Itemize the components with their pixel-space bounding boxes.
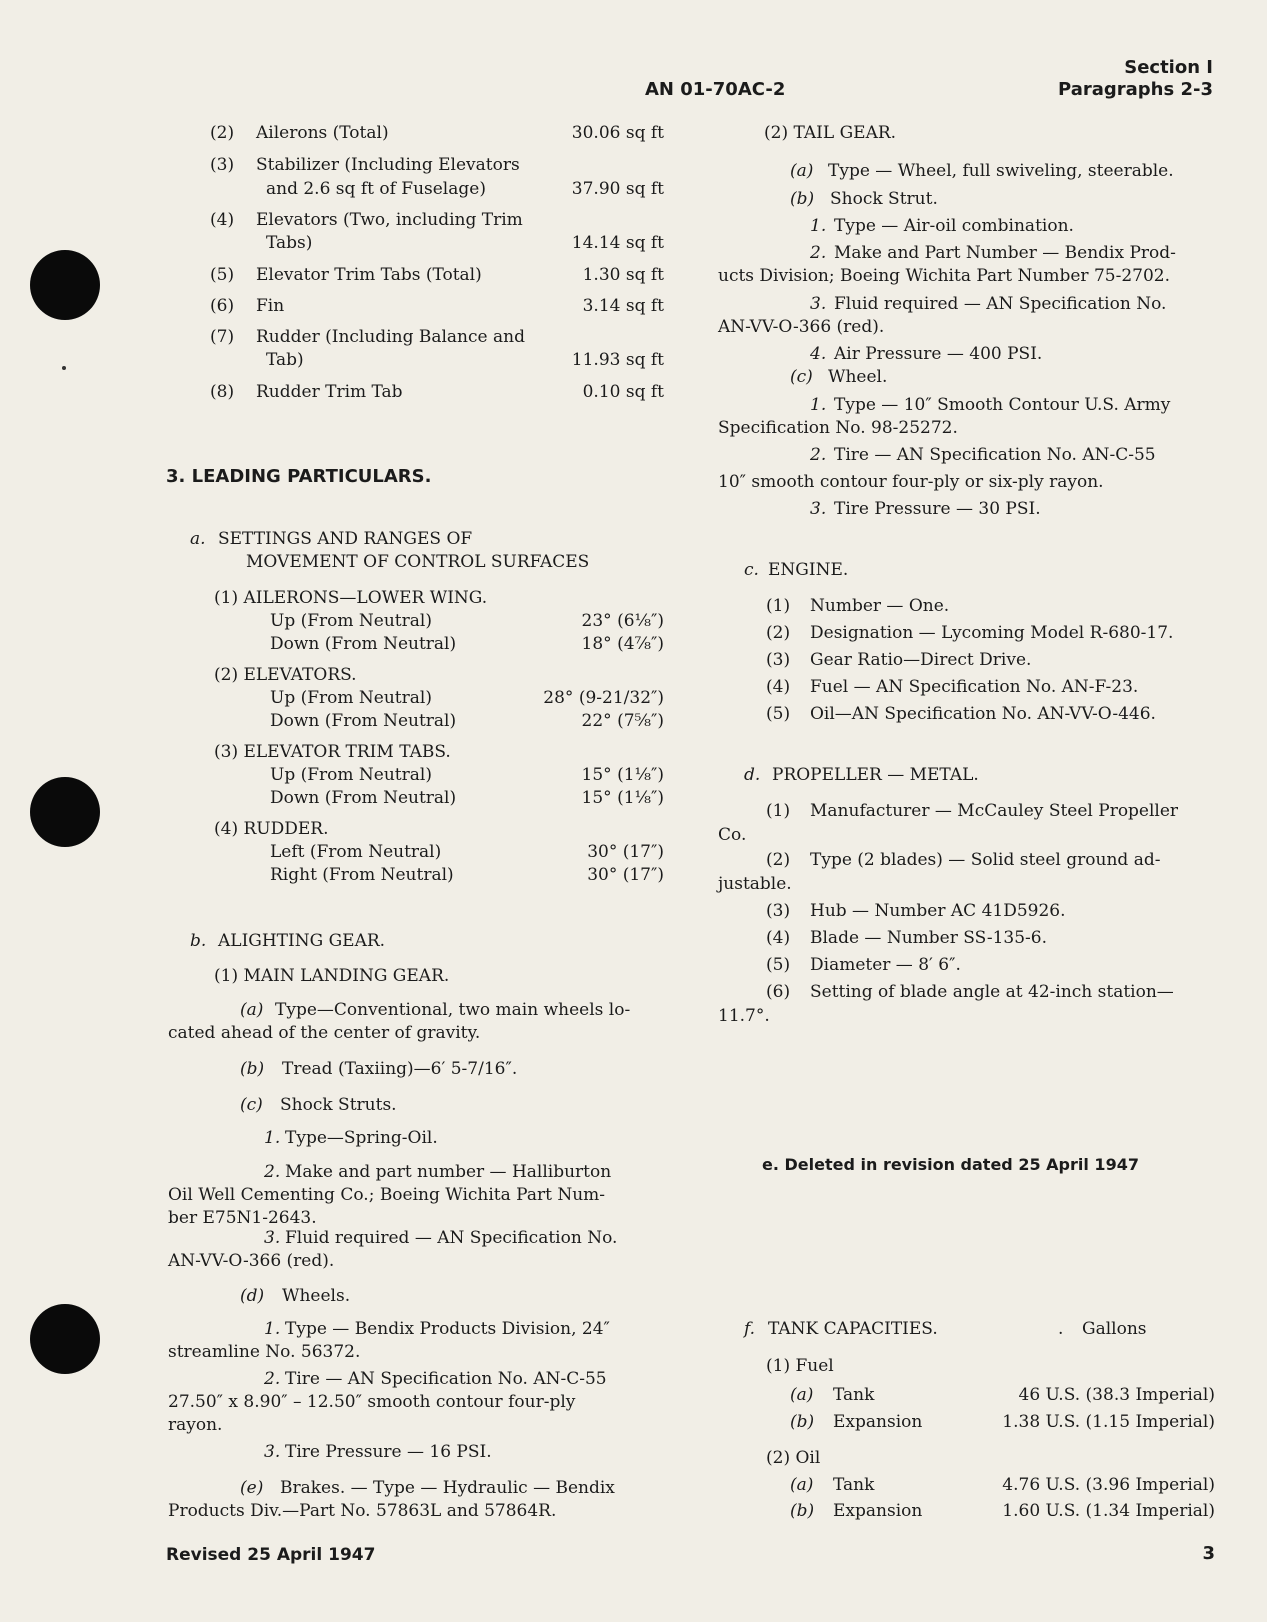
area-label: Rudder Trim Tab <box>256 382 403 402</box>
area-label: Stabilizer (Including Elevators <box>256 155 520 175</box>
movement-value: 18° (4⅞″) <box>581 634 664 654</box>
propeller-item-text: 11.7°. <box>718 1006 770 1026</box>
engine-item-num: (4) <box>766 677 791 697</box>
propeller-item-text: Diameter — 8′ 6″. <box>810 955 961 975</box>
speck <box>62 366 66 370</box>
area-label: Rudder (Including Balance and <box>256 327 525 347</box>
propeller-item-text: Co. <box>718 825 747 845</box>
paragraph-text: 27.50″ x 8.90″ – 12.50″ smooth contour four-ply <box>168 1392 576 1412</box>
area-label-cont: Tab) <box>266 350 304 370</box>
paragraph-text: Tire Pressure — 16 PSI. <box>285 1442 492 1462</box>
item-key: 2. <box>264 1369 281 1389</box>
subsection-title: ENGINE. <box>768 560 849 580</box>
item-key: (e) <box>240 1478 264 1498</box>
area-label-cont: Tabs) <box>266 233 313 253</box>
paragraph-text: Fluid required — AN Specification No. <box>285 1228 618 1248</box>
paragraph-text: Type — Wheel, full swiveling, steerable. <box>828 161 1174 181</box>
item-key: 3. <box>810 294 827 314</box>
movement-value: 30° (17″) <box>587 842 664 862</box>
propeller-item-text: Blade — Number SS-135-6. <box>810 928 1048 948</box>
paragraph-text: Type—Spring-Oil. <box>285 1128 438 1148</box>
area-value: 30.06 sq ft <box>571 123 664 143</box>
tank-label: Tank <box>833 1385 875 1405</box>
item-key: 3. <box>264 1442 281 1462</box>
paragraph-text: Tire — AN Specification No. AN-C-55 <box>834 445 1156 465</box>
movement-label: Down (From Neutral) <box>270 711 457 731</box>
item-key: (b) <box>240 1059 265 1079</box>
tank-label: Tank <box>833 1475 875 1495</box>
paragraph-text: ber E75N1-2643. <box>168 1208 317 1228</box>
revision-footer: Revised 25 April 1947 <box>166 1545 376 1565</box>
binder-hole-top <box>30 250 100 320</box>
paragraph-text: Tire Pressure — 30 PSI. <box>834 499 1041 519</box>
item-key: (a) <box>790 161 814 181</box>
item-key: 2. <box>810 445 827 465</box>
gear-title: (2) TAIL GEAR. <box>764 123 897 143</box>
page-number: 3 <box>1202 1543 1215 1564</box>
item-key: 3. <box>264 1228 281 1248</box>
deleted-note: e. Deleted in revision dated 25 April 1947 <box>762 1155 1139 1174</box>
paragraph-text: Type—Conventional, two main wheels lo- <box>275 1000 631 1020</box>
movement-value: 15° (1⅛″) <box>581 788 664 808</box>
paragraph-text: cated ahead of the center of gravity. <box>168 1023 481 1043</box>
subsection-title-cont: MOVEMENT OF CONTROL SURFACES <box>246 552 590 572</box>
engine-item-text: Gear Ratio—Direct Drive. <box>810 650 1032 670</box>
item-key: 3. <box>810 499 827 519</box>
propeller-item-text: Setting of blade angle at 42-inch station— <box>810 982 1174 1002</box>
subsection-title: PROPELLER — METAL. <box>772 765 979 785</box>
section-label: Section I <box>1124 57 1213 78</box>
item-key: (b) <box>790 189 815 209</box>
engine-item-text: Fuel — AN Specification No. AN-F-23. <box>810 677 1139 697</box>
item-key: (a) <box>240 1000 264 1020</box>
item-key: 4. <box>810 344 827 364</box>
control-surface-title: (4) RUDDER. <box>214 819 329 839</box>
movement-label: Up (From Neutral) <box>270 688 432 708</box>
movement-value: 28° (9-21/32″) <box>543 688 664 708</box>
propeller-item-num: (1) <box>766 801 791 821</box>
item-key: 1. <box>810 395 827 415</box>
binder-hole-middle <box>30 777 100 847</box>
paragraph-text: Wheel. <box>828 367 888 387</box>
propeller-item-text: Manufacturer — McCauley Steel Propeller <box>810 801 1179 821</box>
area-num: (8) <box>210 382 235 402</box>
engine-item-num: (1) <box>766 596 791 616</box>
engine-item-num: (2) <box>766 623 791 643</box>
area-label-cont: and 2.6 sq ft of Fuselage) <box>266 179 486 199</box>
movement-value: 22° (7⅝″) <box>581 711 664 731</box>
item-key: (c) <box>790 367 813 387</box>
paragraph-text: AN-VV-O-366 (red). <box>718 317 885 337</box>
item-key: 2. <box>264 1162 281 1182</box>
engine-item-text: Designation — Lycoming Model R-680-17. <box>810 623 1174 643</box>
binder-hole-bottom <box>30 1304 100 1374</box>
area-label: Ailerons (Total) <box>256 123 389 143</box>
tank-group-title: (1) Fuel <box>766 1356 834 1376</box>
propeller-item-text: justable. <box>718 874 792 894</box>
paragraph-text: Specification No. 98-25272. <box>718 418 958 438</box>
subsection-title: SETTINGS AND RANGES OF <box>218 529 473 549</box>
movement-label: Down (From Neutral) <box>270 788 457 808</box>
engine-item-text: Number — One. <box>810 596 950 616</box>
control-surface-title: (2) ELEVATORS. <box>214 665 357 685</box>
area-value: 3.14 sq ft <box>582 296 664 316</box>
subsection-letter: f. <box>744 1319 756 1339</box>
area-label: Elevator Trim Tabs (Total) <box>256 265 482 285</box>
subsection-title: TANK CAPACITIES. <box>768 1319 938 1339</box>
engine-item-num: (3) <box>766 650 791 670</box>
movement-label: Left (From Neutral) <box>270 842 442 862</box>
area-value: 1.30 sq ft <box>582 265 664 285</box>
area-value: 37.90 sq ft <box>571 179 664 199</box>
paragraph-text: Tread (Taxiing)—6′ 5-7/16″. <box>282 1059 518 1079</box>
engine-item-text: Oil—AN Specification No. AN-VV-O-446. <box>810 704 1156 724</box>
area-num: (7) <box>210 327 235 347</box>
tank-value: 4.76 U.S. (3.96 Imperial) <box>1002 1475 1215 1495</box>
item-key: 1. <box>810 216 827 236</box>
paragraph-text: Wheels. <box>282 1286 351 1306</box>
paragraph-text: Tire — AN Specification No. AN-C-55 <box>285 1369 607 1389</box>
subsection-letter: c. <box>744 560 759 580</box>
paragraph-text: AN-VV-O-366 (red). <box>168 1251 335 1271</box>
propeller-item-num: (3) <box>766 901 791 921</box>
paragraph-text: Type — 10″ Smooth Contour U.S. Army <box>834 395 1171 415</box>
subsection-letter: d. <box>744 765 761 785</box>
propeller-item-num: (5) <box>766 955 791 975</box>
paragraph-text: ucts Division; Boeing Wichita Part Number 75-2702. <box>718 266 1170 286</box>
subsection-title: ALIGHTING GEAR. <box>218 931 386 951</box>
subsection-letter: b. <box>190 931 207 951</box>
area-num: (6) <box>210 296 235 316</box>
propeller-item-text: Hub — Number AC 41D5926. <box>810 901 1066 921</box>
paragraph-text: streamline No. 56372. <box>168 1342 361 1362</box>
movement-value: 30° (17″) <box>587 865 664 885</box>
area-num: (5) <box>210 265 235 285</box>
propeller-item-num: (6) <box>766 982 791 1002</box>
paragraph-text: Oil Well Cementing Co.; Boeing Wichita Part Num- <box>168 1185 606 1205</box>
gear-title: (1) MAIN LANDING GEAR. <box>214 966 450 986</box>
tank-label: Expansion <box>833 1412 923 1432</box>
unit-label: Gallons <box>1082 1319 1147 1339</box>
paragraph-text: Brakes. — Type — Hydraulic — Bendix <box>280 1478 615 1498</box>
item-key: 1. <box>264 1128 281 1148</box>
tank-group-title: (2) Oil <box>766 1448 821 1468</box>
document-id: AN 01-70AC-2 <box>645 79 786 100</box>
movement-value: 23° (6⅛″) <box>581 611 664 631</box>
paragraph-text: Shock Struts. <box>280 1095 397 1115</box>
item-key: (b) <box>790 1501 815 1521</box>
subsection-letter: a. <box>190 529 206 549</box>
paragraph-text: Air Pressure — 400 PSI. <box>834 344 1043 364</box>
paragraph-text: Fluid required — AN Specification No. <box>834 294 1167 314</box>
area-value: 0.10 sq ft <box>582 382 664 402</box>
movement-label: Up (From Neutral) <box>270 611 432 631</box>
unit-marker: . <box>1058 1319 1064 1339</box>
paragraph-text: rayon. <box>168 1415 223 1435</box>
paragraph-text: Shock Strut. <box>830 189 938 209</box>
paragraph-text: Make and part number — Halliburton <box>285 1162 612 1182</box>
paragraph-text: Products Div.—Part No. 57863L and 57864R. <box>168 1501 557 1521</box>
movement-value: 15° (1⅛″) <box>581 765 664 785</box>
area-num: (4) <box>210 210 235 230</box>
area-label: Elevators (Two, including Trim <box>256 210 523 230</box>
paragraph-text: Type — Bendix Products Division, 24″ <box>285 1319 610 1339</box>
area-num: (2) <box>210 123 235 143</box>
area-label: Fin <box>256 296 285 316</box>
propeller-item-num: (2) <box>766 850 791 870</box>
tank-value: 46 U.S. (38.3 Imperial) <box>1018 1385 1215 1405</box>
movement-label: Right (From Neutral) <box>270 865 454 885</box>
tank-label: Expansion <box>833 1501 923 1521</box>
control-surface-title: (1) AILERONS—LOWER WING. <box>214 588 488 608</box>
item-key: 1. <box>264 1319 281 1339</box>
propeller-item-num: (4) <box>766 928 791 948</box>
area-value: 14.14 sq ft <box>571 233 664 253</box>
section-heading-leading-particulars: 3. LEADING PARTICULARS. <box>166 466 432 487</box>
paragraph-text: Type — Air-oil combination. <box>834 216 1074 236</box>
paragraphs-label: Paragraphs 2-3 <box>1058 79 1213 100</box>
area-num: (3) <box>210 155 235 175</box>
item-key: (b) <box>790 1412 815 1432</box>
control-surface-title: (3) ELEVATOR TRIM TABS. <box>214 742 451 762</box>
engine-item-num: (5) <box>766 704 791 724</box>
area-value: 11.93 sq ft <box>571 350 664 370</box>
movement-label: Down (From Neutral) <box>270 634 457 654</box>
propeller-item-text: Type (2 blades) — Solid steel ground ad- <box>810 850 1161 870</box>
tank-value: 1.38 U.S. (1.15 Imperial) <box>1002 1412 1215 1432</box>
item-key: (d) <box>240 1286 265 1306</box>
item-key: (c) <box>240 1095 263 1115</box>
tank-value: 1.60 U.S. (1.34 Imperial) <box>1002 1501 1215 1521</box>
movement-label: Up (From Neutral) <box>270 765 432 785</box>
item-key: (a) <box>790 1475 814 1495</box>
paragraph-text: 10″ smooth contour four-ply or six-ply rayon. <box>718 472 1104 492</box>
item-key: (a) <box>790 1385 814 1405</box>
item-key: 2. <box>810 243 827 263</box>
paragraph-text: Make and Part Number — Bendix Prod- <box>834 243 1176 263</box>
